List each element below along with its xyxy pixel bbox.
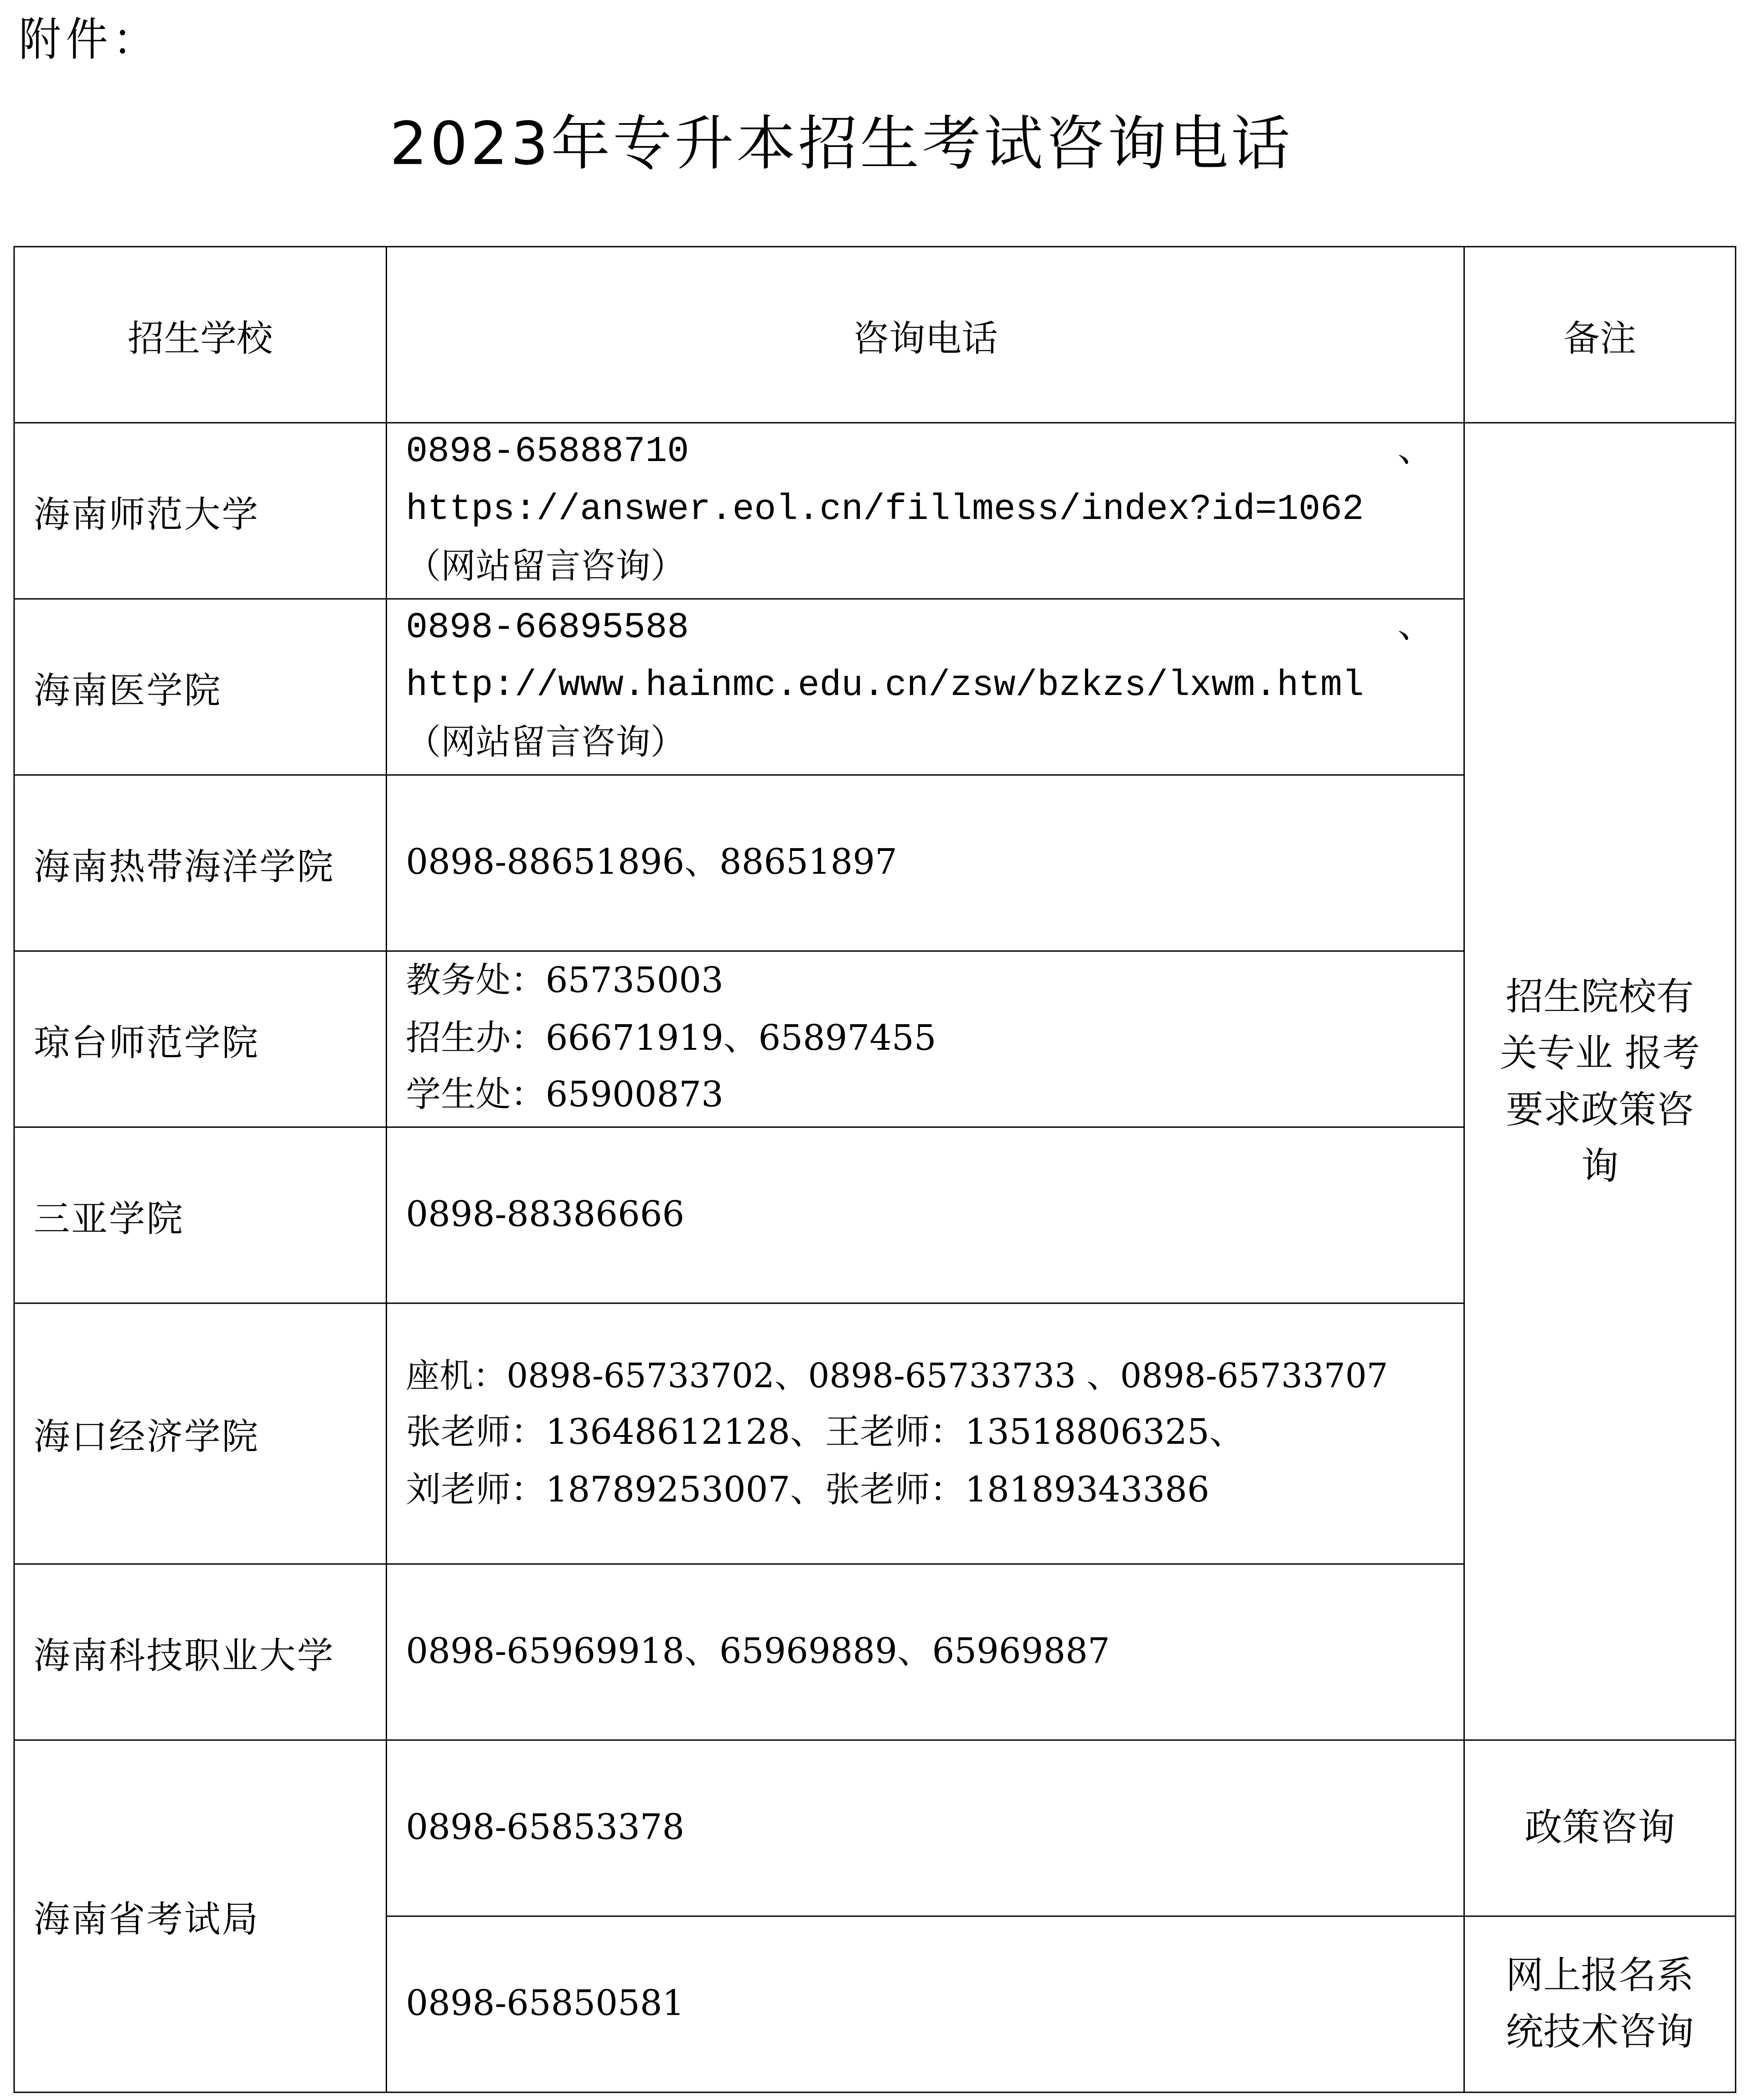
website-link[interactable]: http://www.hainmc.edu.cn/zsw/bzkzs/lxwm.html xyxy=(406,666,1364,707)
phone-cell xyxy=(386,1564,1464,1740)
header-school: 招生学校 xyxy=(14,247,387,423)
phone-number[interactable]: 0898-88651896、88651897 xyxy=(406,842,898,883)
website-link[interactable]: https://answer.eol.cn/fillmess/index?id=1062 xyxy=(406,490,1364,531)
school-name: 海南医学院 xyxy=(14,599,387,775)
note-line: 网上报名系 xyxy=(1505,1953,1694,1998)
phone-number[interactable]: 0898-65850581 xyxy=(406,1984,685,2024)
table-row xyxy=(14,1740,1736,1916)
table-header-row xyxy=(14,247,1736,423)
attachment-label: 附件： xyxy=(19,13,160,67)
phone-cell xyxy=(386,775,1464,951)
note-line: 关专业 报考 xyxy=(1499,1030,1700,1075)
phone-number[interactable]: 0898-65888710 xyxy=(406,433,689,474)
phone-line[interactable]: 学生处：65900873 xyxy=(406,1075,724,1116)
header-note: 备注 xyxy=(1464,247,1736,423)
note-cell xyxy=(1464,1916,1736,2092)
website-note: （网站留言咨询） xyxy=(406,723,686,764)
phone-number[interactable]: 0898-88386666 xyxy=(406,1194,685,1235)
phone-number[interactable]: 0898-65853378 xyxy=(406,1807,685,1848)
phone-line xyxy=(406,601,1434,658)
phone-cell xyxy=(386,1303,1464,1564)
header-phone: 咨询电话 xyxy=(386,247,1464,423)
school-name: 海南热带海洋学院 xyxy=(14,775,387,951)
separator: 、 xyxy=(1397,609,1434,650)
phone-cell xyxy=(386,423,1464,599)
school-name: 海南科技职业大学 xyxy=(14,1564,387,1740)
school-name: 琼台师范学院 xyxy=(14,951,387,1127)
phone-line[interactable]: 座机：0898-65733702、0898-65733733 、0898-65733707 xyxy=(406,1356,1388,1395)
phone-line[interactable]: 招生办：66671919、65897455 xyxy=(406,1018,936,1059)
website-note: （网站留言咨询） xyxy=(406,547,686,588)
note-cell xyxy=(1464,1740,1736,1916)
note-line: 招生院校有 xyxy=(1505,974,1694,1018)
phone-line xyxy=(406,425,1434,482)
school-name: 三亚学院 xyxy=(14,1127,387,1303)
note-line: 询 xyxy=(1581,1143,1619,1188)
phone-line[interactable]: 刘老师：18789253007、张老师：18189343386 xyxy=(406,1470,1209,1511)
separator: 、 xyxy=(1397,433,1434,474)
note-line: 统技术咨询 xyxy=(1505,2009,1694,2054)
phone-cell xyxy=(386,1916,1464,2092)
phone-cell xyxy=(386,599,1464,775)
school-name: 海口经济学院 xyxy=(14,1303,387,1564)
note-line: 政策咨询 xyxy=(1525,1805,1675,1850)
phone-line[interactable]: 张老师：13648612128、王老师：13518806325、 xyxy=(406,1413,1245,1454)
phone-cell xyxy=(386,1127,1464,1303)
phone-line[interactable]: 教务处：65735003 xyxy=(406,961,724,1002)
school-name: 海南师范大学 xyxy=(14,423,387,599)
school-name: 海南省考试局 xyxy=(14,1740,387,2092)
phone-cell xyxy=(386,951,1464,1127)
page-title: 2023年专升本招生考试咨询电话 xyxy=(389,110,1293,179)
phone-number[interactable]: 0898-65969918、65969889、65969887 xyxy=(406,1631,1110,1672)
table-row xyxy=(14,423,1736,599)
phone-number[interactable]: 0898-66895588 xyxy=(406,609,689,650)
phone-cell xyxy=(386,1740,1464,1916)
note-line: 要求政策咨 xyxy=(1505,1087,1694,1131)
shared-note-cell xyxy=(1464,423,1736,1740)
contact-table xyxy=(13,246,1736,2093)
